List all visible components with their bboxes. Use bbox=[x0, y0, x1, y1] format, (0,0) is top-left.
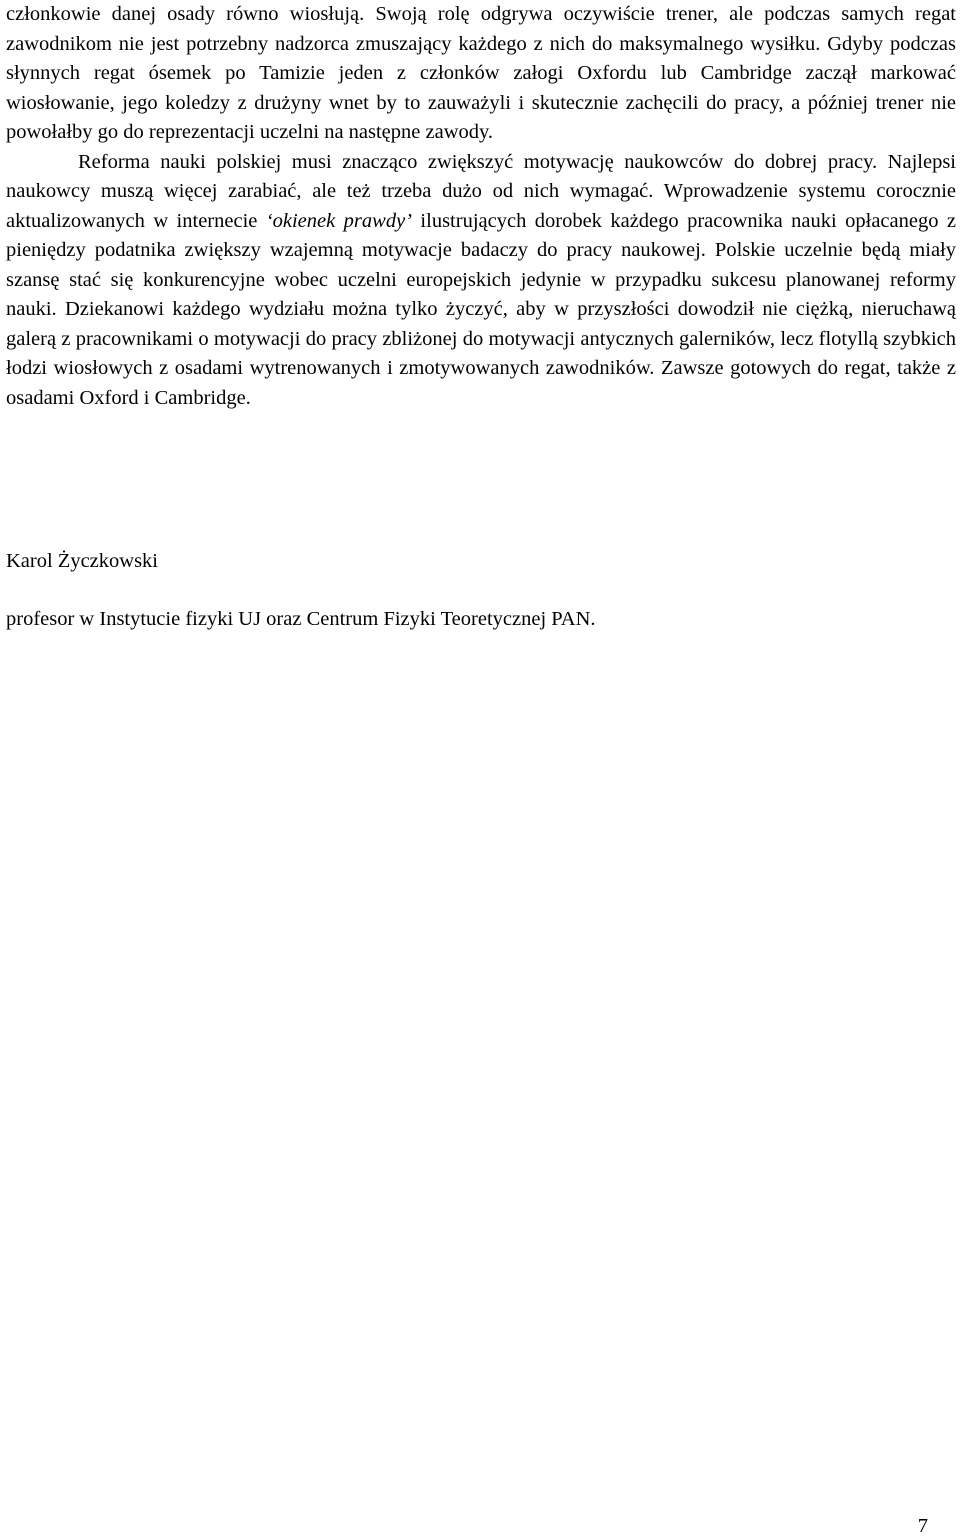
paragraph-reform-text-end: ilustrujących dorobek każdego pracownika nauki opłacanego z pieniędzy podatnika zwiększy wzajemną motywacje badaczy do pracy naukowej. Polskie uczelnie będą miały szansę stać się konkurencyjne wobec uczelni europejskich jedynie w przypadku sukcesu planowanej reformy nauki. Dziekanowi każdego wydziału można tylko życzyć, aby w przyszłości dowodził nie ciężką, nieruchawą galerą z pracownikami o motywacji do pracy zbliżonej do motywacji antycznych galerników, lecz flotyllą szybkich łodzi wiosłowych z osadami wytrenowanych i zmotywowanych zawodników. Zawsze gotowych do regat, także z osadami Oxford i Cambridge. bbox=[6, 209, 957, 409]
article-body bbox=[6, 0, 956, 413]
okienek-prawdy-term: ‘okienek prawdy’ bbox=[265, 209, 412, 232]
author-name: Karol Życzkowski bbox=[6, 550, 158, 572]
paragraph-rowing-crews: członkowie danej osady równo wiosłują. Swoją rolę odgrywa oczywiście trener, ale podczas samych regat zawodnikom nie jest potrzebny nadzorca zmuszający każdego z nich do maksymalnego wysiłku. Gdyby podczas słynnych regat ósemek po Tamizie jeden z członków załogi Oxfordu lub Cambridge zaczął markować wiosłowanie, jego koledzy z drużyny wnet by to zauważyli i skutecznie zachęcili do pracy, a później trener nie powołałby go do reprezentacji uczelni na następne zawody. bbox=[6, 3, 956, 143]
paragraph-reform-text-start: Reforma nauki polskiej musi znacząco zwiększyć motywację naukowców do dobrej pracy. Najlepsi naukowcy muszą więcej zarabiać, ale też trzeba dużo od nich wymagać. Wprowadzenie systemu corocznie aktualizowanych w internecie bbox=[6, 150, 956, 232]
paragraph-science-reform bbox=[6, 148, 956, 414]
page-number: 7 bbox=[917, 1515, 928, 1537]
author-affiliation: profesor w Instytucie fizyki UJ oraz Centrum Fizyki Teoretycznej PAN. bbox=[6, 608, 596, 630]
